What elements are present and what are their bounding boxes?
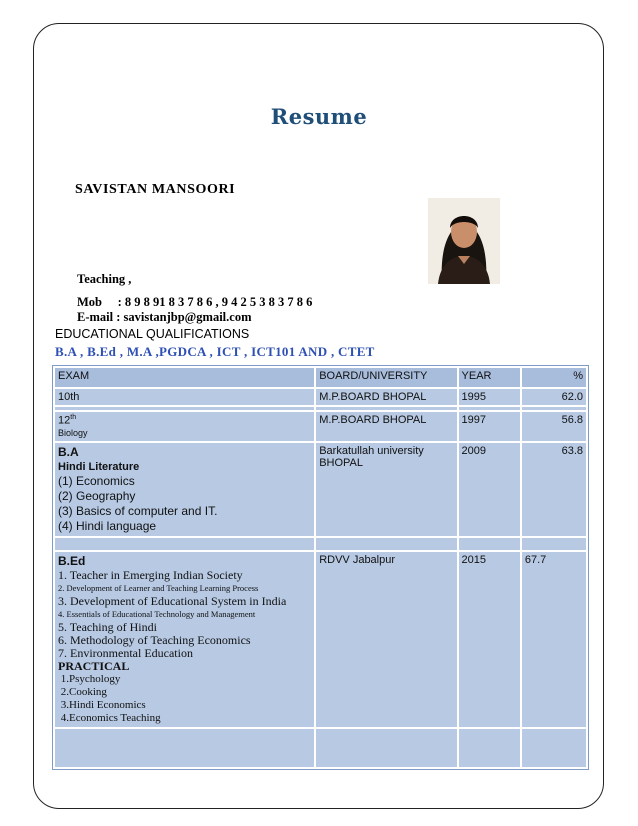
row3-exam-cell bbox=[55, 443, 314, 536]
row4-year: 2015 bbox=[459, 552, 520, 727]
row2-year: 1997 bbox=[459, 412, 520, 441]
row1-year: 1995 bbox=[459, 389, 520, 405]
row4-practical-label: PRACTICAL bbox=[58, 658, 130, 673]
header-exam: EXAM bbox=[55, 368, 314, 387]
profile-photo-image bbox=[428, 198, 500, 284]
header-board: BOARD/UNIVERSITY bbox=[316, 368, 456, 387]
row4-percent: 67.7 bbox=[522, 552, 586, 727]
row3-subtitle: Hindi Literature bbox=[58, 460, 140, 473]
row3-board: Barkatullah university BHOPAL bbox=[316, 443, 456, 536]
row2-exam-note: Biology bbox=[58, 427, 88, 438]
row3-item: (2) Geography bbox=[58, 488, 136, 503]
candidate-name: SAVISTAN MANSOORI bbox=[75, 182, 236, 197]
row4-paper: 4. Essentials of Educational Technology and Management bbox=[58, 608, 256, 619]
row3-year: 2009 bbox=[459, 443, 520, 536]
row3-item: (1) Economics bbox=[58, 473, 135, 488]
table-row bbox=[55, 412, 586, 441]
education-summary: B.A , B.Ed , M.A ,PGDCA , ICT , ICT101 AND , CTET bbox=[55, 344, 375, 359]
row4-paper: 7. Environmental Education bbox=[58, 645, 193, 660]
email-text: E-mail : savistanjbp@gmail.com bbox=[77, 310, 252, 324]
row4-practical: 4.Economics Teaching bbox=[58, 711, 161, 724]
page-title: Resume bbox=[270, 104, 368, 129]
row3-item: (4) Hindi language bbox=[58, 518, 157, 533]
education-heading: EDUCATIONAL QUALIFICATIONS bbox=[55, 327, 250, 341]
row1-board: M.P.BOARD BHOPAL bbox=[316, 389, 456, 405]
row1-exam: 10th bbox=[55, 389, 314, 405]
table-row bbox=[55, 552, 586, 727]
header-percent: % bbox=[522, 368, 586, 387]
row3-percent: 63.8 bbox=[522, 443, 586, 536]
table-row bbox=[55, 389, 586, 405]
row4-exam-cell bbox=[55, 552, 314, 727]
row3-exam: B.A bbox=[58, 444, 79, 459]
row4-paper: 6. Methodology of Teaching Economics bbox=[58, 632, 251, 647]
row4-paper: 5. Teaching of Hindi bbox=[58, 619, 157, 634]
row4-board: RDVV Jabalpur bbox=[316, 552, 456, 727]
table-header-row bbox=[55, 368, 586, 387]
row4-paper: 2. Development of Learner and Teaching Learning Process bbox=[58, 582, 259, 593]
row3-item: (3) Basics of computer and IT. bbox=[58, 503, 218, 518]
profile-photo bbox=[428, 198, 500, 284]
table-spacer-row bbox=[55, 538, 586, 550]
row4-practical: 2.Cooking bbox=[58, 685, 107, 698]
row2-exam-sup: th bbox=[70, 414, 77, 421]
education-table bbox=[53, 366, 588, 769]
row1-percent: 62.0 bbox=[522, 389, 586, 405]
row4-exam: B.Ed bbox=[58, 553, 86, 568]
row2-percent: 56.8 bbox=[522, 412, 586, 441]
row2-exam: 12 bbox=[58, 414, 71, 427]
row2-board: M.P.BOARD BHOPAL bbox=[316, 412, 456, 441]
table-spacer-row bbox=[55, 407, 586, 410]
row4-practical: 1.Psychology bbox=[58, 672, 121, 685]
row4-paper: 3. Development of Educational System in India bbox=[58, 593, 287, 608]
table-row bbox=[55, 443, 586, 536]
mobile-text: Mob : 8 9 8 91 8 3 7 8 6 , 9 4 2 5 3 8 3 7 8 6 bbox=[77, 295, 313, 309]
table-empty-row bbox=[55, 729, 586, 767]
row4-practical: 3.Hindi Economics bbox=[58, 698, 146, 711]
row4-paper: 1. Teacher in Emerging Indian Society bbox=[58, 567, 243, 582]
role-text: Teaching , bbox=[77, 272, 132, 286]
header-year: YEAR bbox=[459, 368, 520, 387]
row2-exam-cell bbox=[55, 412, 314, 441]
